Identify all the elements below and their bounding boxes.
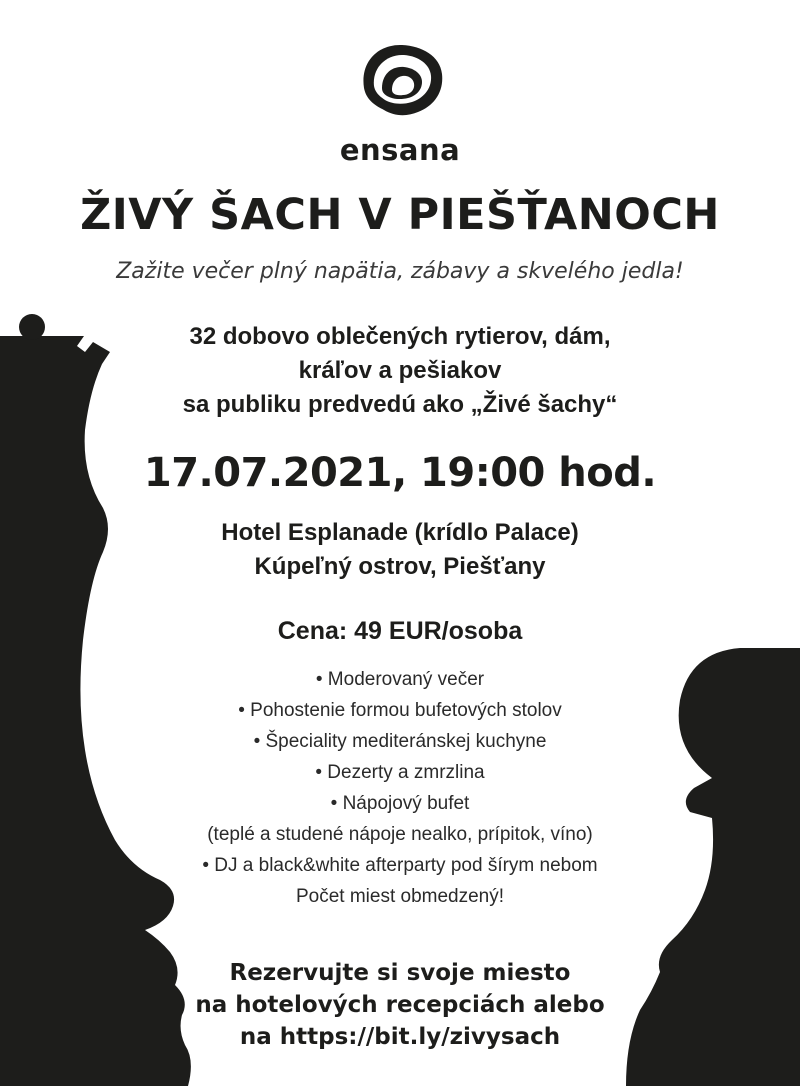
- page-title: ŽIVÝ ŠACH V PIEŠŤANOCH: [80, 190, 720, 240]
- list-item: • Dezerty a zmrzlina: [315, 762, 485, 783]
- event-price: Cena: 49 EUR/osoba: [277, 617, 523, 645]
- subtitle: Zažite večer plný napätia, zábavy a skvelého jedla!: [116, 259, 684, 284]
- event-datetime: 17.07.2021, 19:00 hod.: [143, 450, 657, 496]
- list-item: • DJ a black&white afterparty pod šírym nebom: [202, 855, 598, 876]
- intro-line: kráľov a pešiakov: [298, 357, 502, 384]
- list-item: • Moderovaný večer: [315, 669, 485, 690]
- venue-line: Hotel Esplanade (krídlo Palace): [221, 519, 579, 546]
- intro-line: sa publiku predvedú ako „Živé šachy“: [182, 391, 618, 418]
- reservation-line: na hotelových recepciách alebo: [195, 992, 605, 1018]
- reservation-info: [0, 957, 800, 1053]
- list-item: (teplé a studené nápoje nealko, prípitok, víno): [207, 824, 593, 845]
- brand-name: ensana: [339, 133, 461, 167]
- list-item: • Nápojový bufet: [330, 793, 470, 814]
- reservation-link[interactable]: na https://bit.ly/zivysach: [239, 1024, 561, 1050]
- list-item: Počet miest obmedzený!: [295, 886, 505, 907]
- event-venue: [0, 516, 800, 584]
- feature-list: [0, 664, 800, 912]
- list-item: • Pohostenie formou bufetových stolov: [238, 700, 562, 721]
- list-item: • Špeciality mediteránskej kuchyne: [253, 731, 547, 752]
- reservation-line: Rezervujte si svoje miesto: [229, 960, 571, 986]
- event-intro: [0, 320, 800, 422]
- venue-line: Kúpeľný ostrov, Piešťany: [254, 553, 546, 580]
- intro-line: 32 dobovo oblečených rytierov, dám,: [189, 323, 611, 350]
